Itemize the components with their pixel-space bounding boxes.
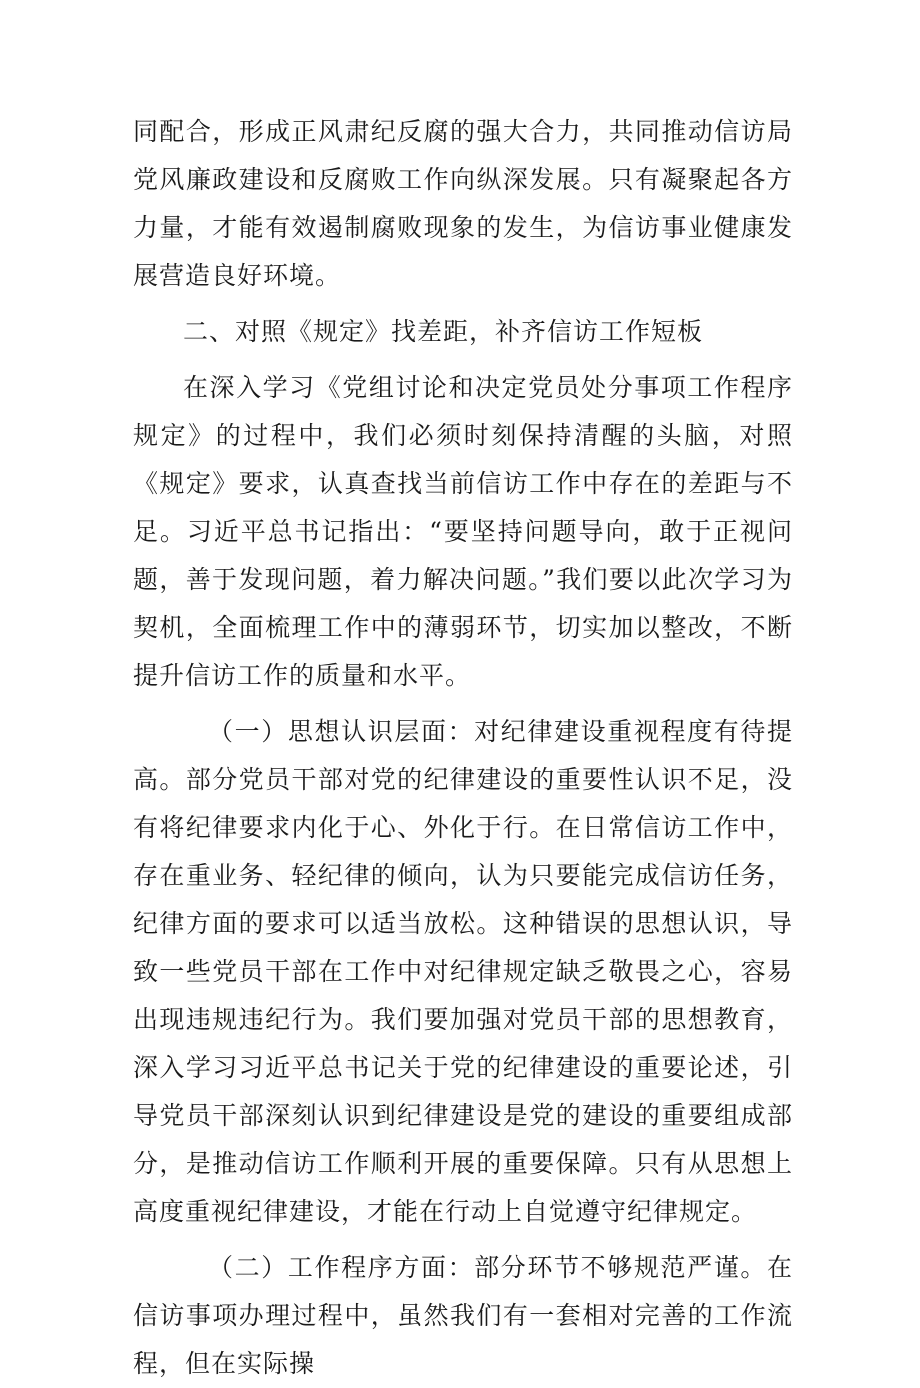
- document-body: [133, 108, 793, 1388]
- paragraph-point-2: （二）工作程序方面：部分环节不够规范严谨。在信访事项办理过程中，虽然我们有一套相对完善的工作流程，但在实际操: [133, 1253, 793, 1378]
- paragraph-intro: 在深入学习《党组讨论和决定党员处分事项工作程序规定》的过程中，我们必须时刻保持清醒的头脑，对照《规定》要求，认真查找当前信访工作中存在的差距与不足。习近平总书记指出：“要坚持问题导向，敢于正视问题，善于发现问题，着力解决问题。”我们要以此次学习为契机，全面梳理工作中的薄弱环节，切实加以整改，不断提升信访工作的质量和水平。: [133, 373, 793, 690]
- paragraph-continuation: 同配合，形成正风肃纪反腐的强大合力，共同推动信访局党风廉政建设和反腐败工作向纵深发展。只有凝聚起各方力量，才能有效遏制腐败现象的发生，为信访事业健康发展营造良好环境。: [133, 117, 793, 290]
- paragraph-point-1: （一）思想认识层面：对纪律建设重视程度有待提高。部分党员干部对党的纪律建设的重要性认识不足，没有将纪律要求内化于心、外化于行。在日常信访工作中，存在重业务、轻纪律的倾向，认为只要能完成信访任务，纪律方面的要求可以适当放松。这种错误的思想认识，导致一些党员干部在工作中对纪律规定缺乏敬畏之心，容易出现违规违纪行为。我们要加强对党员干部的思想教育，深入学习习近平总书记关于党的纪律建设的重要论述，引导党员干部深刻认识到纪律建设是党的建设的重要组成部分，是推动信访工作顺利开展的重要保障。只有从思想上高度重视纪律建设，才能在行动上自觉遵守纪律规定。: [133, 717, 793, 1226]
- section-heading: 二、对照《规定》找差距，补齐信访工作短板: [183, 317, 704, 346]
